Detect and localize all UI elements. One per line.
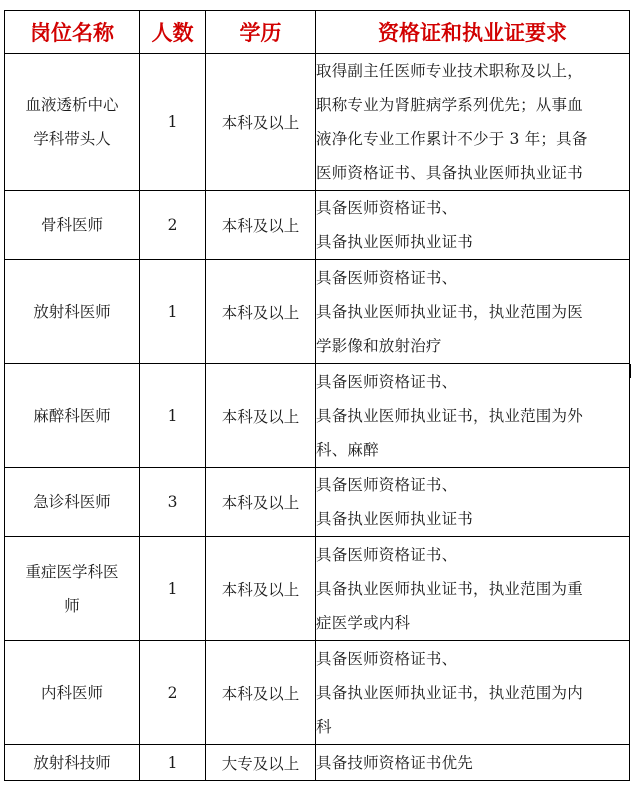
position-name-line: 骨科医师 <box>40 216 103 234</box>
header-requirements: 资格证和执业证要求 <box>316 11 630 54</box>
headcount-cell: 1 <box>140 260 206 364</box>
education-cell: 本科及以上 <box>206 537 316 641</box>
position-name-cell <box>5 641 140 745</box>
requirement-line: 具备执业医师执业证书，执业范围为外 <box>316 406 583 425</box>
position-name-line: 麻醉科医师 <box>33 406 111 425</box>
header-position: 岗位名称 <box>5 11 140 54</box>
headcount-cell: 1 <box>140 364 206 468</box>
requirement-line: 具备医师资格证书、 <box>316 372 458 391</box>
requirement-line: 具备执业医师执业证书 <box>316 510 474 528</box>
header-education: 学历 <box>206 11 316 54</box>
position-name-line: 内科医师 <box>40 683 103 702</box>
headcount-cell: 1 <box>140 745 206 781</box>
position-name-line: 师 <box>64 596 80 615</box>
education-cell: 本科及以上 <box>206 468 316 537</box>
education-cell: 本科及以上 <box>206 641 316 745</box>
position-name-line: 放射科技师 <box>33 753 111 772</box>
position-name-cell <box>5 54 140 191</box>
position-name-line: 血液透析中心 <box>25 96 119 114</box>
requirement-line: 具备执业医师执业证书 <box>316 233 474 251</box>
headcount-cell: 2 <box>140 191 206 260</box>
education-cell: 本科及以上 <box>206 191 316 260</box>
table-row <box>5 54 630 191</box>
requirements-cell <box>316 364 630 468</box>
requirement-line: 液净化专业工作累计不少于 3 年；具备 <box>316 130 588 148</box>
requirement-line: 具备医师资格证书、 <box>316 476 458 494</box>
position-name-cell <box>5 260 140 364</box>
requirement-line: 取得副主任医师专业技术职称及以上， <box>316 62 583 80</box>
requirement-line: 具备执业医师执业证书，执业范围为内 <box>316 683 583 702</box>
education-cell: 本科及以上 <box>206 364 316 468</box>
requirements-cell <box>316 537 630 641</box>
requirement-line: 医师资格证书、具备执业医师执业证书 <box>316 164 583 182</box>
position-name-cell <box>5 537 140 641</box>
requirement-line: 具备医师资格证书、 <box>316 545 458 564</box>
table-row <box>5 641 630 745</box>
header-count: 人数 <box>140 11 206 54</box>
text-cursor <box>629 364 631 378</box>
requirements-cell <box>316 641 630 745</box>
headcount-cell: 2 <box>140 641 206 745</box>
position-name-cell <box>5 745 140 781</box>
table-row <box>5 364 630 468</box>
education-cell: 大专及以上 <box>206 745 316 781</box>
table-body <box>5 54 630 781</box>
requirement-line: 具备执业医师执业证书，执业范围为重 <box>316 579 583 598</box>
requirement-line: 学影像和放射治疗 <box>316 336 442 355</box>
position-name-line: 学科带头人 <box>33 130 111 148</box>
headcount-cell: 1 <box>140 54 206 191</box>
table-row <box>5 468 630 537</box>
position-name-cell <box>5 364 140 468</box>
header-row <box>5 11 630 54</box>
education-cell: 本科及以上 <box>206 54 316 191</box>
position-name-line: 放射科医师 <box>33 302 111 321</box>
education-cell: 本科及以上 <box>206 260 316 364</box>
table-row <box>5 745 630 781</box>
requirements-cell <box>316 745 630 781</box>
requirements-cell <box>316 468 630 537</box>
headcount-cell: 1 <box>140 537 206 641</box>
requirement-line: 具备医师资格证书、 <box>316 268 458 287</box>
requirement-line: 具备医师资格证书、 <box>316 649 458 668</box>
position-name-cell <box>5 191 140 260</box>
position-name-line: 急诊科医师 <box>33 493 111 511</box>
requirements-cell <box>316 191 630 260</box>
requirement-line: 具备医师资格证书、 <box>316 199 458 217</box>
position-name-cell <box>5 468 140 537</box>
table-row <box>5 191 630 260</box>
table-row <box>5 537 630 641</box>
headcount-cell: 3 <box>140 468 206 537</box>
requirement-line: 科、麻醉 <box>316 440 379 459</box>
requirements-cell <box>316 54 630 191</box>
requirement-line: 具备技师资格证书优先 <box>316 753 474 772</box>
requirement-line: 科 <box>316 717 332 736</box>
requirements-cell <box>316 260 630 364</box>
table-row <box>5 260 630 364</box>
requirement-line: 职称专业为肾脏病学系列优先；从事血 <box>316 96 583 114</box>
position-name-line: 重症医学科医 <box>25 562 119 581</box>
requirement-line: 具备执业医师执业证书，执业范围为医 <box>316 302 583 321</box>
recruitment-table <box>4 10 630 781</box>
requirement-line: 症医学或内科 <box>316 613 411 632</box>
